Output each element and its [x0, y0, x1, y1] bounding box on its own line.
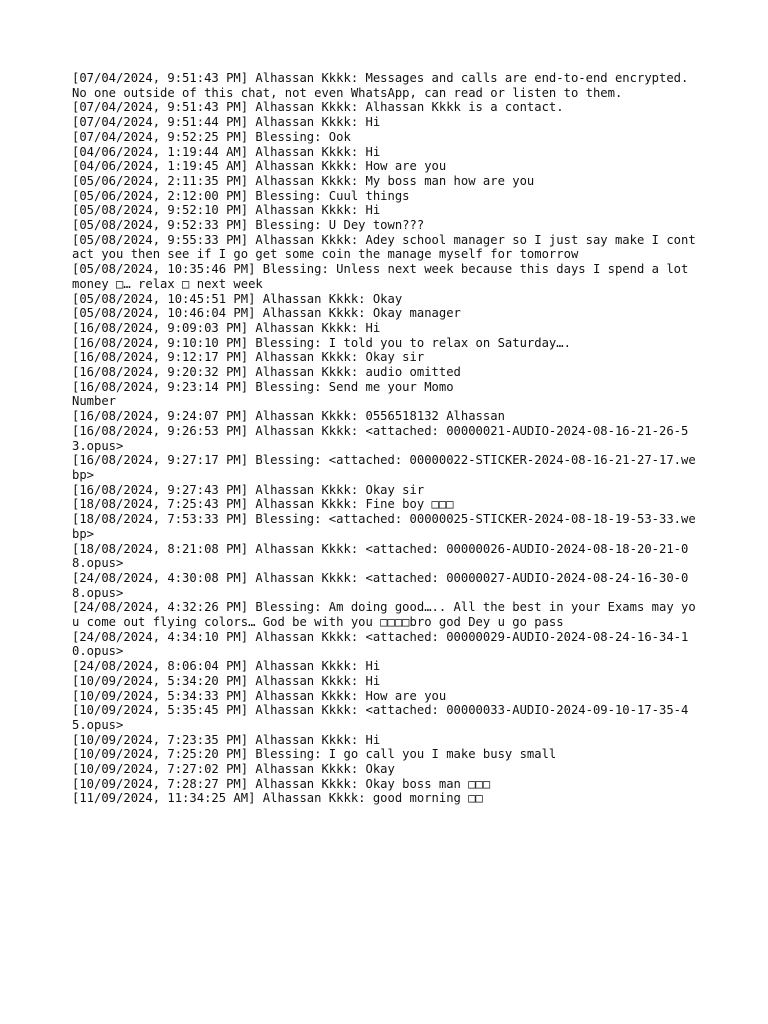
chat-message-line: [07/04/2024, 9:51:43 PM] Alhassan Kkkk: Alhassan Kkkk is a contact.: [72, 100, 564, 115]
chat-message-line: [05/08/2024, 9:52:10 PM] Alhassan Kkkk: Hi: [72, 203, 381, 218]
chat-message-line: [10/09/2024, 7:28:27 PM] Alhassan Kkkk: Okay boss man □□□: [72, 776, 491, 791]
chat-message-line: [24/08/2024, 4:34:10 PM] Alhassan Kkkk: <attached: 00000029-AUDIO-2024-08-24-16-34-10.opus>: [72, 629, 689, 659]
chat-message-line: [07/04/2024, 9:51:44 PM] Alhassan Kkkk: Hi: [72, 115, 381, 130]
chat-message-line: [05/08/2024, 9:52:33 PM] Blessing: U Dey town???: [72, 218, 425, 233]
chat-message-line: [24/08/2024, 4:30:08 PM] Alhassan Kkkk: <attached: 00000027-AUDIO-2024-08-24-16-30-08.opus>: [72, 570, 689, 600]
chat-message-line: [11/09/2024, 11:34:25 AM] Alhassan Kkkk: good morning □□: [72, 791, 483, 806]
chat-message-line: [10/09/2024, 5:35:45 PM] Alhassan Kkkk: <attached: 00000033-AUDIO-2024-09-10-17-35-45.opus>: [72, 703, 689, 732]
chat-message-line: [16/08/2024, 9:27:17 PM] Blessing: <attached: 00000022-STICKER-2024-08-16-21-27-17.webp>: [72, 453, 696, 482]
chat-message-line: [16/08/2024, 9:20:32 PM] Alhassan Kkkk: audio omitted: [72, 365, 461, 380]
chat-message-line: [05/08/2024, 10:35:46 PM] Blessing: Unless next week because this days I spend a lot money □… relax □ next week: [72, 262, 696, 291]
chat-message-line: [05/08/2024, 10:46:04 PM] Alhassan Kkkk: Okay manager: [72, 306, 461, 321]
chat-message-line: [05/06/2024, 2:12:00 PM] Blessing: Cuul things: [72, 188, 410, 203]
chat-message-line: [18/08/2024, 7:25:43 PM] Alhassan Kkkk: Fine boy □□□: [72, 497, 454, 512]
chat-message-line: [16/08/2024, 9:12:17 PM] Alhassan Kkkk: Okay sir: [72, 350, 425, 365]
chat-message-line: [05/08/2024, 9:55:33 PM] Alhassan Kkkk: Adey school manager so I just say make I contact you then see if I go get some coin the manage myself for tomorrow: [72, 232, 696, 262]
chat-message-line: [24/08/2024, 8:06:04 PM] Alhassan Kkkk: Hi: [72, 659, 381, 674]
chat-message-line: [07/04/2024, 9:51:43 PM] Alhassan Kkkk: Messages and calls are end-to-end encrypted. No one outside of this chat, not even WhatsApp, can read or listen to them.: [72, 71, 696, 100]
chat-message-line: [10/09/2024, 7:23:35 PM] Alhassan Kkkk: Hi: [72, 732, 381, 747]
chat-message-line: [18/08/2024, 7:53:33 PM] Blessing: <attached: 00000025-STICKER-2024-08-18-19-53-33.webp>: [72, 512, 696, 541]
chat-message-line: [16/08/2024, 9:23:14 PM] Blessing: Send me your Momo Number: [72, 379, 454, 409]
chat-message-line: [04/06/2024, 1:19:45 AM] Alhassan Kkkk: How are you: [72, 159, 447, 174]
chat-message-line: [16/08/2024, 9:26:53 PM] Alhassan Kkkk: <attached: 00000021-AUDIO-2024-08-16-21-26-53.opus>: [72, 423, 689, 453]
chat-message-line: [18/08/2024, 8:21:08 PM] Alhassan Kkkk: <attached: 00000026-AUDIO-2024-08-18-20-21-08.opus>: [72, 541, 689, 571]
chat-message-line: [10/09/2024, 7:25:20 PM] Blessing: I go call you I make busy small: [72, 747, 557, 762]
chat-message-line: [05/06/2024, 2:11:35 PM] Alhassan Kkkk: My boss man how are you: [72, 173, 535, 188]
chat-message-line: [16/08/2024, 9:27:43 PM] Alhassan Kkkk: Okay sir: [72, 482, 425, 497]
chat-message-line: [16/08/2024, 9:24:07 PM] Alhassan Kkkk: 0556518132 Alhassan: [72, 409, 505, 424]
chat-message-line: [24/08/2024, 4:32:26 PM] Blessing: Am doing good….. All the best in your Exams may you come out flying colors… God be with you □□□□bro god Dey u go pass: [72, 600, 696, 630]
chat-transcript: [72, 71, 696, 806]
chat-message-line: [10/09/2024, 7:27:02 PM] Alhassan Kkkk: Okay: [72, 762, 395, 777]
chat-message-line: [16/08/2024, 9:10:10 PM] Blessing: I told you to relax on Saturday….: [72, 335, 571, 350]
chat-message-line: [07/04/2024, 9:52:25 PM] Blessing: Ook: [72, 129, 351, 144]
chat-message-line: [04/06/2024, 1:19:44 AM] Alhassan Kkkk: Hi: [72, 144, 381, 159]
chat-message-line: [05/08/2024, 10:45:51 PM] Alhassan Kkkk: Okay: [72, 291, 403, 306]
chat-message-line: [10/09/2024, 5:34:20 PM] Alhassan Kkkk: Hi: [72, 673, 381, 688]
chat-message-line: [16/08/2024, 9:09:03 PM] Alhassan Kkkk: Hi: [72, 320, 381, 335]
chat-message-line: [10/09/2024, 5:34:33 PM] Alhassan Kkkk: How are you: [72, 688, 447, 703]
